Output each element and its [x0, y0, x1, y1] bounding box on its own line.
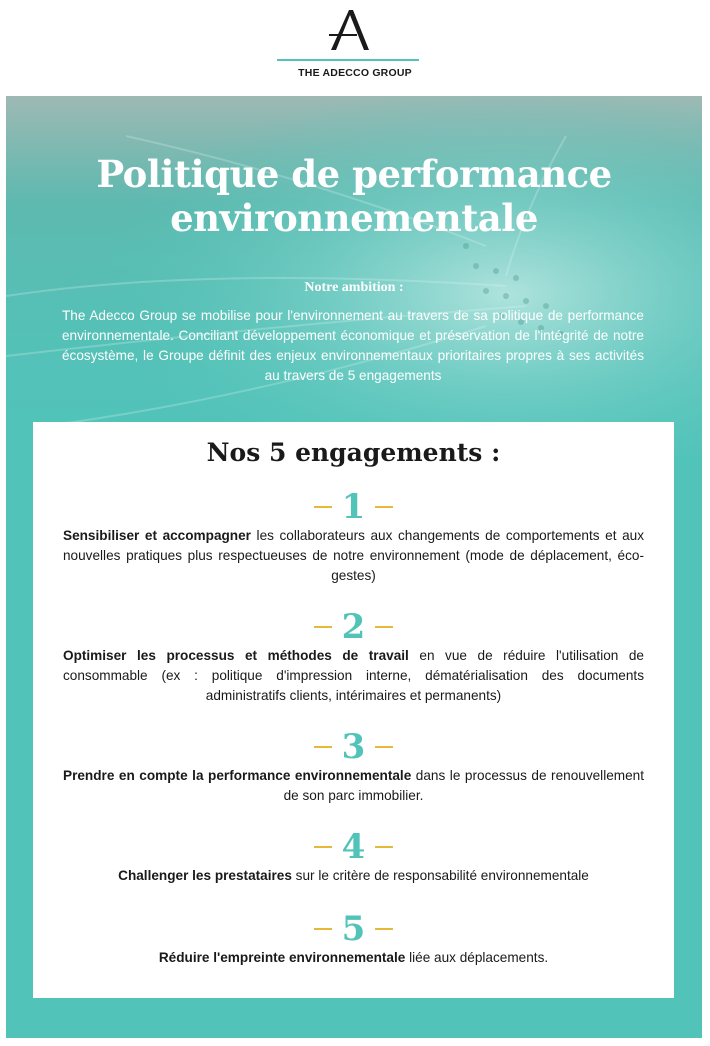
engagement-rest: liée aux déplacements. — [405, 950, 549, 965]
engagement-number — [33, 827, 674, 867]
number-label: 4 — [341, 827, 366, 867]
logo-divider — [277, 59, 419, 61]
engagement-bold: Réduire l'empreinte environnementale — [158, 950, 406, 965]
engagement-text — [63, 646, 644, 706]
engagement-number — [33, 909, 674, 949]
adecco-logo-icon — [327, 10, 371, 52]
engagements-title: Nos 5 engagements : — [206, 438, 501, 467]
engagement-text — [63, 766, 644, 806]
engagement-text — [63, 866, 644, 886]
number-label: 3 — [341, 727, 366, 767]
title-line-2: environnementale — [170, 196, 538, 240]
dash-left — [314, 846, 332, 848]
engagement-rest: dans le processus de renouvellement de son parc immobilier. — [283, 768, 645, 803]
engagement-rest: les collaborateurs aux changements de comportements et aux nouvelles pratiques plus respectueuses de notre environnement (mode de déplacement, éco-gestes) — [63, 528, 644, 583]
dash-left — [314, 626, 332, 628]
ambition-label: Notre ambition : — [304, 280, 404, 295]
ambition-text: The Adecco Group se mobilise pour l'environnement au travers de sa politique de performance environnementale. Conciliant développement économique et préservation de l'intégrité de notre écosystème, le Groupe définit des enjeux environnementaux prioritaires propres à ses activités au travers de 5 engagements — [62, 308, 644, 383]
engagement-text — [63, 948, 644, 968]
teal-frame — [6, 96, 702, 1038]
page-title — [6, 152, 702, 240]
dash-left — [314, 506, 332, 508]
dash-right — [375, 846, 393, 848]
engagement-number — [33, 487, 674, 527]
number-label: 5 — [341, 909, 366, 949]
brand-name: THE ADECCO GROUP — [298, 67, 412, 79]
engagement-bold: Prendre en compte la performance environnementale — [63, 768, 412, 783]
number-label: 1 — [341, 487, 366, 527]
dash-left — [314, 928, 332, 930]
engagement-number — [33, 727, 674, 767]
engagement-rest: sur le critère de responsabilité environnementale — [291, 868, 589, 883]
header — [0, 0, 710, 96]
engagement-item — [33, 909, 674, 968]
engagement-rest: en vue de réduire l'utilisation de consommable (ex : politique d'impression interne, dématérialisation des documents administratifs clients, intérimaires et permanents) — [63, 648, 644, 703]
dash-right — [375, 506, 393, 508]
dash-right — [375, 746, 393, 748]
engagement-bold: Challenger les prestataires — [118, 868, 292, 883]
engagement-bold: Optimiser les processus et méthodes de travail — [63, 648, 409, 663]
dash-right — [375, 928, 393, 930]
engagement-text — [63, 526, 644, 586]
engagement-item — [33, 727, 674, 806]
dash-left — [314, 746, 332, 748]
dandelion-background — [6, 96, 702, 456]
number-label: 2 — [341, 607, 366, 647]
engagement-bold: Sensibiliser et accompagner — [63, 528, 251, 543]
engagement-item — [33, 487, 674, 586]
engagement-item — [33, 827, 674, 886]
title-line-1: Politique de performance — [96, 152, 612, 196]
dash-right — [375, 626, 393, 628]
engagement-number — [33, 607, 674, 647]
engagement-item — [33, 607, 674, 706]
engagements-card — [33, 422, 674, 998]
